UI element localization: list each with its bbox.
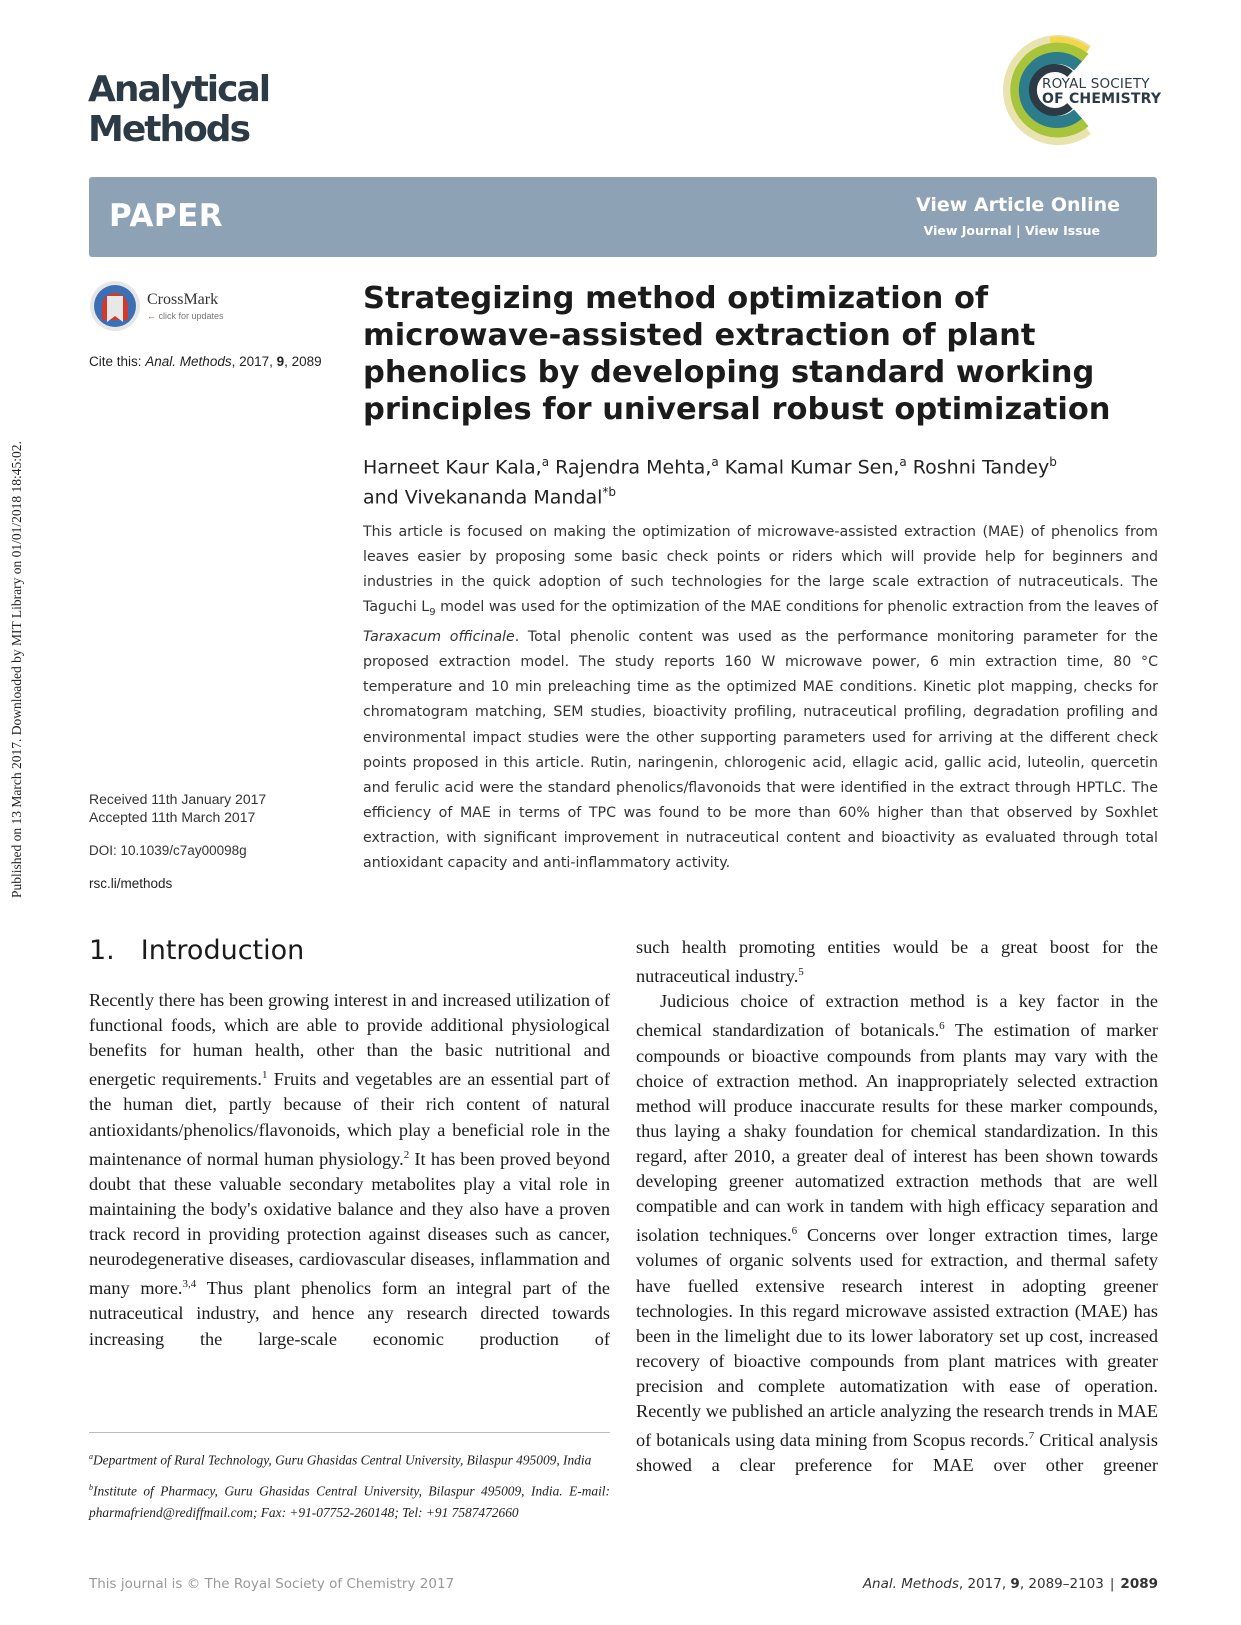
download-notice: Published on 13 March 2017. Downloaded by MIT Library on 01/01/2018 18:45:02. xyxy=(9,441,24,899)
copyright-footer: This journal is © The Royal Society of Chemistry 2017 xyxy=(89,1576,455,1592)
author-affiliation: b xyxy=(1049,455,1057,469)
crossmark-sublabel: ← click for updates xyxy=(147,311,224,321)
footnote-a: $^a$Department of Rural Technology, Guru Ghasidas Central University, Bilaspur 495009, India xyxy=(89,1452,592,1468)
footnote-divider xyxy=(89,1432,610,1433)
body-paragraph: such health promoting entities would be a great boost for the nutraceutical industry.$^5$ xyxy=(636,937,1158,987)
section-number: 1. xyxy=(89,935,115,966)
reference-marker[interactable]: 6 xyxy=(939,1020,945,1033)
received-date: Received 11th January 2017 xyxy=(89,791,267,807)
article-type-banner xyxy=(89,177,1157,257)
affiliation-footnotes xyxy=(89,1446,610,1529)
banner-link-separator: | xyxy=(1011,223,1025,238)
rsc-wordmark xyxy=(1042,77,1161,107)
reference-marker[interactable]: 3,4 xyxy=(182,1278,197,1291)
journal-name-line1: Analytical xyxy=(88,69,270,110)
journal-name-line2: Methods xyxy=(88,109,250,150)
journal-link[interactable]: rsc.li/methods xyxy=(89,876,173,891)
body-column-left xyxy=(89,988,610,1352)
section-title: Introduction xyxy=(140,935,305,966)
reference-marker[interactable]: 2 xyxy=(403,1148,410,1161)
citation: Cite this: Anal. Methods, 2017, 9, 2089 xyxy=(89,354,322,369)
author: Rajendra Mehta, xyxy=(549,456,712,479)
reference-marker[interactable]: 5 xyxy=(798,966,804,979)
view-journal-link[interactable]: View Journal xyxy=(923,223,1012,238)
view-issue-link[interactable]: View Issue xyxy=(1024,223,1100,238)
page-footer: Anal. Methods, 2017, 9, 2089–2103 | 2089 xyxy=(862,1576,1158,1592)
doi: DOI: 10.1039/c7ay00098g xyxy=(89,843,247,858)
author-affiliation: *b xyxy=(602,485,617,500)
author-list xyxy=(363,450,1153,511)
journal-logo xyxy=(88,70,269,150)
body-column-right xyxy=(636,935,1158,1478)
view-article-online-link[interactable]: View Article Online xyxy=(916,194,1120,216)
banner-links xyxy=(924,223,1100,238)
article-title: Strategizing method optimization of microwave-assisted extraction of plant phenolics by developing standard working principles for universal robust optimization xyxy=(363,281,1111,427)
page-number: 2089 xyxy=(1120,1576,1158,1592)
author: Harneet Kaur Kala, xyxy=(363,456,542,479)
author-affiliation: a xyxy=(541,455,550,469)
crossmark-icon xyxy=(89,280,141,332)
rsc-wordmark-line1: ROYAL SOCIETY xyxy=(1042,76,1150,92)
reference-marker[interactable]: 6 xyxy=(791,1225,798,1238)
arrow-left-icon: ← xyxy=(147,311,156,321)
author: and Vivekananda Mandal xyxy=(363,486,603,509)
reference-marker[interactable]: 7 xyxy=(1028,1430,1035,1443)
reference-marker[interactable]: 1 xyxy=(261,1069,268,1082)
article-dates xyxy=(89,790,266,826)
footnote-b: $^b$Institute of Pharmacy, Guru Ghasidas Central University, Bilaspur 495009, India. E-mail: pharmafriend@rediffmail.com; Fax: +91-07752-260148; Tel: +91 7587472660 xyxy=(89,1482,610,1520)
author: Kamal Kumar Sen, xyxy=(718,456,900,479)
crossmark-label: CrossMark xyxy=(147,291,219,308)
section-heading-introduction xyxy=(89,935,304,966)
accepted-date: Accepted 11th March 2017 xyxy=(89,809,256,825)
author-affiliation: a xyxy=(711,455,719,469)
rsc-wordmark-line2: OF CHEMISTRY xyxy=(1042,91,1162,107)
crossmark-badge[interactable] xyxy=(89,280,289,336)
body-paragraph: Recently there has been growing interest in and increased utilization of functional foods, which are able to provide additional physiological benefits for human health, other than the basic nutritional and energetic requirements.$^1$ Fruits and vegetables are an essential part of the human diet, partly because of their rich content of natural antioxidants/phenolics/flavonoids, which play a beneficial role in the maintenance of normal human physiology.$^2$ It has been proved beyond doubt that these valuable secondary metabolites play a vital role in maintaining the body's oxidative balance and they also have a proven track record in providing protection against diseases such as cancer, neurodegenerative diseases, cardiovascular diseases, inflammation and many more.$^{3,4}$ Thus plant phenolics form an integral part of the nutraceutical industry, and hence any research directed towards increasing the large-scale economic production of xyxy=(89,990,610,1349)
author-affiliation: a xyxy=(899,455,907,469)
body-paragraph: Judicious choice of extraction method is a key factor in the chemical standardization of botanicals.$^6$ The estimation of marker compounds or bioactive compounds from plants may vary with the choice of extraction method. An inappropriately selected extraction method will produce inaccurate results for these marker compounds, thus laying a shaky foundation for chemical standardization. In this regard, after 2010, a greater deal of interest has been shown towards developing greener automatized extraction methods that are well compatible and can work in tandem with high efficacy separation and isolation techniques.$^6$ Concerns over longer extraction times, large volumes of organic solvents used for extraction, and thermal safety have fuelled extensive research interest in adopting greener technologies. In this regard microwave assisted extraction (MAE) has been in the limelight due to its lower laboratory set up cost, increased recovery of bioactive compounds from plant matrices with greater precision and complete automatization with ease of operation. Recently we published an article analyzing the research trends in MAE of botanicals using data mining from Scopus records.$^7$ Critical analysis showed a clear preference for MAE over other greener xyxy=(636,991,1159,1476)
author: Roshni Tandey xyxy=(906,456,1050,479)
abstract: This article is focused on making the optimization of microwave-assisted extraction (MAE) of phenolics from leaves easier by proposing some basic check points or riders which will provide help for beginners and industries in the quick adoption of such technologies for the large scale extraction of nutraceuticals. The Taguchi $L_9$ model was used for the optimization of the MAE conditions for phenolic extraction from the leaves of Taraxacum officinale. Total phenolic content was used as the performance monitoring parameter for the proposed extraction model. The study reports 160 W microwave power, 6 min extraction time, 80 °C temperature and 10 min preleaching time as the optimized MAE conditions. Kinetic plot mapping, checks for chromatogram matching, SEM studies, bioactivity profiling, nutraceutical profiling, degradation profiling and environmental impact studies were the other supporting parameters used for arriving at the different check points proposed in this article. Rutin, naringenin, chlorogenic acid, ellagic acid, gallic acid, luteolin, quercetin and ferulic acid were the standard phenolics/flavonoids that were identified in the extract through HPTLC. The efficiency of MAE in terms of TPC was found to be more than 60% higher than that observed by Soxhlet extraction, with significant improvement in nutraceutical content and bioactivity as evaluated through total antioxidant capacity and anti-inflammatory activity. xyxy=(363,524,1158,872)
article-type-label: PAPER xyxy=(109,198,224,234)
